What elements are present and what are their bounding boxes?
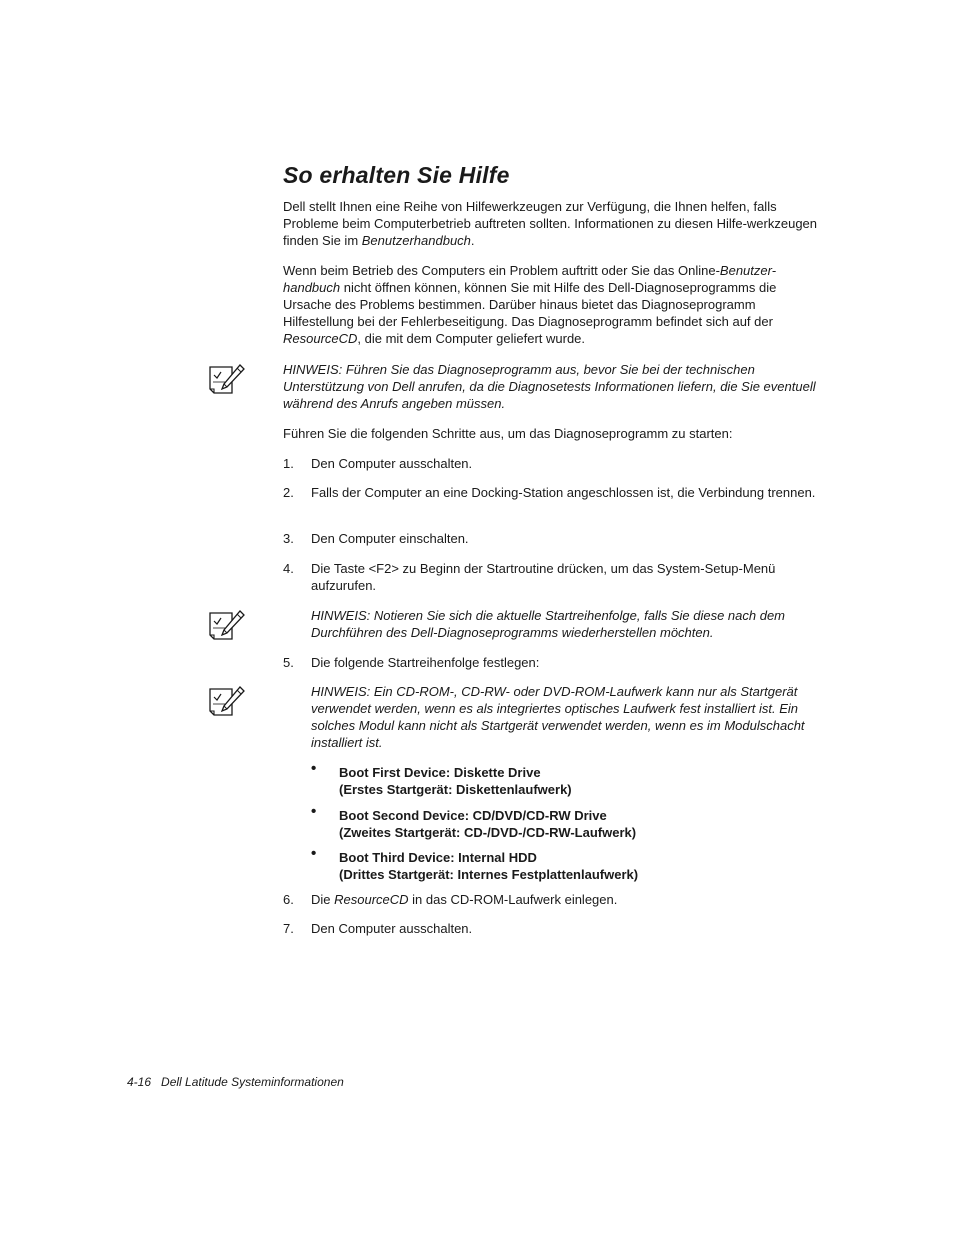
step-text: Den Computer ausschalten. bbox=[311, 921, 473, 936]
note-record-boot-order: HINWEIS: Notieren Sie sich die aktuelle Startreihenfolge, falls Sie diese nach dem Durchführen des Dell-Diagnoseprogramms wiederherstellen möchten. bbox=[311, 608, 786, 640]
boot-device-text: Boot First Device: Diskette Drive (Erstes Startgerät: Diskettenlaufwerk) bbox=[339, 765, 572, 797]
bullet-icon: • bbox=[311, 803, 317, 820]
note-pencil-icon bbox=[207, 684, 247, 720]
note-diagnostics-before-call: HINWEIS: Führen Sie das Diagnoseprogramm aus, bevor Sie bei der technischen Unterstützung von Dell anrufen, da die Diagnosetests Informationen liefern, die Sie eventuell während des Anrufs angeben müssen. bbox=[283, 362, 816, 411]
step-number: 7. bbox=[283, 921, 294, 936]
intro-paragraph-2: Wenn beim Betrieb des Computers ein Problem auftritt oder Sie das Online-Benutzer-handbuch nicht öffnen können, können Sie mit Hilfe des Dell-Diagnoseprogramms die Ursache des Problems bestimmen. Darüber hinaus bietet das Diagnoseprogramm Hilfestellung bei der Fehlerbeseitigung. Das Diagnoseprogramm befindet sich auf der ResourceCD, die mit dem Computer geliefert wurde. bbox=[283, 263, 777, 346]
note-pencil-icon bbox=[207, 362, 247, 398]
step-number: 2. bbox=[283, 485, 294, 500]
page-title: So erhalten Sie Hilfe bbox=[283, 162, 510, 188]
page-footer bbox=[127, 1074, 344, 1091]
boot-device-text: Boot Third Device: Internal HDD (Drittes Startgerät: Internes Festplattenlaufwerk) bbox=[339, 850, 639, 882]
note-pencil-icon bbox=[207, 608, 247, 644]
bullet-icon: • bbox=[311, 845, 317, 862]
step-number: 4. bbox=[283, 561, 294, 576]
intro-paragraph-1: Dell stellt Ihnen eine Reihe von Hilfewerkzeugen zur Verfügung, die Ihnen helfen, falls Probleme beim Computerbetrieb auftreten sollten. Informationen zu diesen Hilfe-werkzeugen finden Sie im Benutzerhandbuch. bbox=[283, 199, 818, 248]
step-number: 6. bbox=[283, 892, 294, 907]
note-optical-drive-boot: HINWEIS: Ein CD-ROM-, CD-RW- oder DVD-ROM-Laufwerk kann nur als Startgerät verwendet werden, wenn es als integriertes optisches Laufwerk fest installiert ist. Ein solches Modul kann nicht als Startgerät verwendet werden, wenn es im Modulschacht installiert ist. bbox=[311, 684, 805, 750]
book-title: Dell Latitude Systeminformationen bbox=[161, 1075, 344, 1089]
step-text: Falls der Computer an eine Docking-Station angeschlossen ist, die Verbindung trennen. bbox=[311, 485, 816, 500]
step-text: Die ResourceCD in das CD-ROM-Laufwerk einlegen. bbox=[311, 892, 618, 907]
boot-device-text: Boot Second Device: CD/DVD/CD-RW Drive (Zweites Startgerät: CD-/DVD-/CD-RW-Laufwerk) bbox=[339, 808, 637, 840]
steps-intro: Führen Sie die folgenden Schritte aus, um das Diagnoseprogramm zu starten: bbox=[283, 426, 733, 441]
page-number: 4-16 bbox=[127, 1075, 152, 1089]
step-number: 3. bbox=[283, 531, 294, 546]
step-number: 5. bbox=[283, 655, 294, 670]
step-text: Den Computer einschalten. bbox=[311, 531, 469, 546]
step-text: Den Computer ausschalten. bbox=[311, 456, 473, 471]
step-text: Die Taste <F2> zu Beginn der Startroutine drücken, um das System-Setup-Menü aufzurufen. bbox=[311, 561, 776, 593]
step-number: 1. bbox=[283, 456, 294, 471]
bullet-icon: • bbox=[311, 760, 317, 777]
step-text: Die folgende Startreihenfolge festlegen: bbox=[311, 655, 540, 670]
